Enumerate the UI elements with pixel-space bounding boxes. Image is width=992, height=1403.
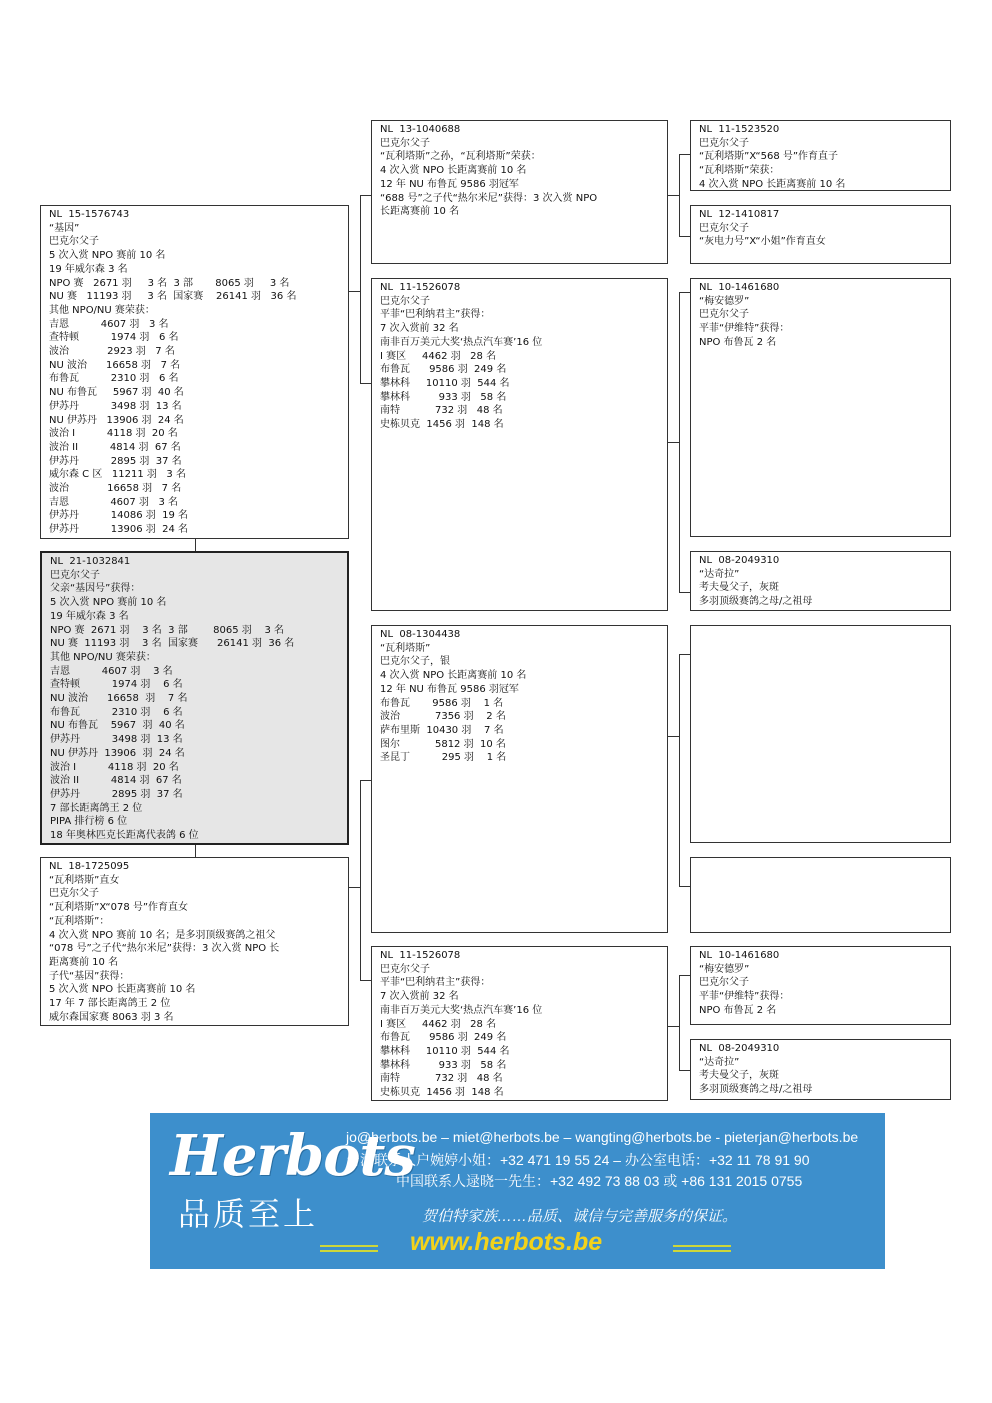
sire-box	[40, 205, 349, 539]
taiwan-contact: 台湾联系人户婉婷小姐：+32 471 19 55 24 – 办公室电话：+32 11 78 91 90	[346, 1152, 810, 1168]
pedigree-line: NU 波治 16658 羽 7 名	[50, 693, 188, 705]
pedigree-line: 伊苏丹 2895 羽 37 名	[49, 455, 182, 467]
pedigree-line: 4 次入赏 NPO 赛前 10 名；是多羽顶级赛鸽之祖父	[49, 929, 276, 941]
pedigree-line: 巴克尔父子	[699, 137, 749, 149]
connector	[667, 1026, 679, 1027]
pedigree-line: 南特 732 羽 48 名	[380, 405, 503, 417]
pedigree-line: 伊苏丹 13906 羽 24 名	[49, 524, 189, 536]
pedigree-line: 吉恩 4607 羽 3 名	[50, 665, 173, 677]
pedigree-line: “瓦利塔斯”直女	[49, 874, 120, 886]
pedigree-line: 巴克尔父子	[380, 963, 430, 975]
pedigree-line: 图尔 5812 羽 10 名	[380, 738, 506, 750]
herbots-banner	[150, 1113, 885, 1269]
pedigree-line: NU 伊苏丹 13906 羽 24 名	[50, 747, 185, 759]
ring-number: NL 10-1461680	[699, 282, 780, 293]
pedigree-line: I 赛区 4462 羽 28 名	[380, 350, 497, 362]
pedigree-line: 吉恩 4607 羽 3 名	[49, 318, 169, 330]
divider	[320, 1245, 378, 1252]
pedigree-line: 平菲“巴利纳君主”获得：	[380, 309, 491, 321]
pedigree-line: 伊苏丹 14086 羽 19 名	[49, 510, 189, 522]
dam-box	[40, 857, 349, 1026]
dam-sire-box	[371, 625, 668, 933]
ring-number: NL 11-1526078	[380, 950, 461, 961]
ring-number: NL 08-1304438	[380, 629, 461, 640]
pedigree-line: 巴克尔父子，银	[380, 656, 450, 668]
pedigree-line: 波治 7356 羽 2 名	[380, 711, 506, 723]
dam-dam-dam-box	[690, 1039, 951, 1100]
pedigree-line: “梅安德罗”	[699, 295, 750, 307]
pedigree-line: 南特 732 羽 48 名	[380, 1073, 503, 1085]
pedigree-line: 7 部长距离鸽王 2 位	[50, 802, 143, 814]
pedigree-line: 4 次入赏 NPO 长距离赛前 10 名	[699, 178, 846, 190]
pedigree-line: NU 赛 11193 羽 3 名 国家赛 26141 羽 36 名	[49, 291, 297, 303]
pedigree-line: 巴克尔父子	[699, 309, 749, 321]
pedigree-line: 其他 NPO/NU 赛荣获：	[49, 304, 155, 316]
pedigree-line: 多羽顶级赛鸽之母/之祖母	[699, 1084, 813, 1096]
pedigree-line: 巴克尔父子	[380, 137, 430, 149]
pedigree-line: 南非百万美元大奖‘热点汽车赛’16 位	[380, 336, 543, 348]
ring-number: NL 08-2049310	[699, 555, 780, 566]
pedigree-line: 巴克尔父子	[380, 295, 430, 307]
pedigree-line: 7 次入赏前 32 名	[380, 323, 459, 335]
ring-number: NL 11-1523520	[699, 124, 780, 135]
pedigree-line: “达奇拉”	[699, 568, 740, 580]
pedigree-line: 巴克尔父子	[50, 569, 100, 581]
ring-number: NL 13-1040688	[380, 124, 461, 135]
pedigree-line: 19 年威尔森 3 名	[50, 610, 129, 622]
pedigree-line: “梅安德罗”	[699, 963, 750, 975]
website-link[interactable]: www.herbots.be	[410, 1228, 603, 1256]
pedigree-line: “灰电力号”X“小姐”作育直女	[699, 236, 826, 248]
pedigree-line: 其他 NPO/NU 赛荣获：	[50, 651, 156, 663]
connector	[679, 654, 680, 886]
pedigree-line: “达奇拉”	[699, 1056, 740, 1068]
subject-box	[40, 551, 349, 845]
connector	[195, 844, 196, 858]
herbots-logo: Herbots	[170, 1123, 415, 1189]
ring-number: NL 15-1576743	[49, 209, 130, 220]
sire-dam-dam-box	[690, 551, 951, 611]
dam-dam-box	[371, 946, 668, 1101]
tagline: 贺伯特家族……品质、诚信与完善服务的保证。	[422, 1208, 738, 1225]
pedigree-line: “瓦利塔斯”：	[49, 915, 110, 927]
pedigree-line: 18 年奥林匹克长距离代表鸽 6 位	[50, 830, 199, 842]
pedigree-line: NU 赛 11193 羽 3 名 国家赛 26141 羽 36 名	[50, 638, 295, 650]
pedigree-line: 圣昆丁 295 羽 1 名	[380, 752, 507, 764]
pedigree-line: 布鲁瓦 2310 羽 6 名	[49, 373, 179, 385]
pedigree-line: 平菲“巴利纳君主”获得：	[380, 977, 491, 989]
pedigree-line: 12 年 NU 布鲁瓦 9586 羽冠军	[380, 178, 519, 190]
pedigree-line: 威尔森 C 区 11211 羽 3 名	[49, 469, 186, 481]
pedigree-line: 伊苏丹 2895 羽 37 名	[50, 788, 183, 800]
pedigree-line: NU 布鲁瓦 5967 羽 40 名	[50, 720, 185, 732]
pedigree-line: 父亲“基因号”获得：	[50, 583, 141, 595]
connector	[667, 736, 679, 737]
ring-number: NL 12-1410817	[699, 209, 780, 220]
pedigree-line: “瓦利塔斯”之孙，“瓦利塔斯”荣获：	[380, 151, 541, 163]
pedigree-line: NU 伊苏丹 13906 羽 24 名	[49, 414, 184, 426]
pedigree-line: “688 号”之子代“热尔米尼”获得：3 次入赏 NPO	[380, 192, 598, 204]
pedigree-line: 查特顿 1974 羽 6 名	[49, 332, 179, 344]
pedigree-line: 吉恩 4607 羽 3 名	[49, 496, 179, 508]
pedigree-line: 距离赛前 10 名	[49, 956, 119, 968]
email-list: jo@herbots.be – miet@herbots.be – wangting@herbots.be - pieterjan@herbots.be	[346, 1129, 859, 1145]
slogan: 品质至上	[178, 1195, 319, 1233]
pedigree-line: 波治 2923 羽 7 名	[49, 346, 175, 358]
connector	[679, 292, 680, 592]
pedigree-line: 波治 I 4118 羽 20 名	[50, 761, 179, 773]
pedigree-line: I 赛区 4462 羽 28 名	[380, 1018, 497, 1030]
pedigree-line: 萨布里斯 10430 羽 7 名	[380, 724, 504, 736]
pedigree-line: “078 号”之子代“热尔米尼”获得：3 次入赏 NPO 长	[49, 943, 280, 955]
pedigree-line: 巴克尔父子	[49, 888, 99, 900]
divider	[673, 1245, 731, 1252]
pedigree-line: 布鲁瓦 9586 羽 249 名	[380, 1032, 507, 1044]
pedigree-line: 攀林科 10110 羽 544 名	[380, 377, 510, 389]
pedigree-line: 史栋贝克 1456 羽 148 名	[380, 419, 504, 431]
sire-dam-box	[371, 278, 668, 611]
ring-number: NL 18-1725095	[49, 861, 130, 872]
pedigree-line: 子代“基因”获得：	[49, 970, 130, 982]
connector	[360, 780, 361, 980]
sire-dam-sire-box	[690, 278, 951, 537]
dam-dam-sire-box	[690, 946, 951, 1025]
pedigree-line: “基因”	[49, 222, 80, 234]
sire-sire-dam-box	[690, 205, 951, 264]
connector	[667, 195, 679, 196]
pedigree-line: 5 次入赏 NPO 长距离赛前 10 名	[49, 984, 196, 996]
pedigree-line: 攀林科 933 羽 58 名	[380, 1059, 507, 1071]
pedigree-line: 平菲“伊维特”获得：	[699, 991, 790, 1003]
pedigree-line: 波治 II 4814 羽 67 名	[49, 441, 181, 453]
dam-sire-dam-box	[690, 857, 951, 933]
pedigree-line: 考夫曼父子，灰斑	[699, 1070, 779, 1082]
pedigree-line: 4 次入赏 NPO 长距离赛前 10 名	[380, 670, 527, 682]
pedigree-line: 南非百万美元大奖‘热点汽车赛’16 位	[380, 1004, 543, 1016]
pedigree-line: 多羽顶级赛鸽之母/之祖母	[699, 596, 813, 608]
pedigree-line: “瓦利塔斯”X“078 号”作育直女	[49, 902, 189, 914]
pedigree-line: 史栋贝克 1456 羽 148 名	[380, 1087, 504, 1099]
china-contact: 中国联系人逯晓一先生：+32 492 73 88 03 或 +86 131 2015 0755	[396, 1173, 803, 1189]
ring-number: NL 10-1461680	[699, 950, 780, 961]
pedigree-line: 巴克尔父子	[699, 977, 749, 989]
pedigree-line: “瓦利塔斯”	[380, 642, 431, 654]
ring-number: NL 11-1526078	[380, 282, 461, 293]
pedigree-line: NPO 布鲁瓦 2 名	[699, 1004, 777, 1016]
dam-sire-sire-box	[690, 625, 951, 843]
connector	[360, 195, 361, 383]
pedigree-line: 巴克尔父子	[49, 236, 99, 248]
pedigree-line: 伊苏丹 3498 羽 13 名	[49, 400, 182, 412]
ring-number: NL 08-2049310	[699, 1043, 780, 1054]
connector	[195, 538, 196, 552]
pedigree-line: NPO 赛 2671 羽 3 名 3 部 8065 羽 3 名	[49, 277, 290, 289]
pedigree-line: 布鲁瓦 2310 羽 6 名	[50, 706, 183, 718]
pedigree-line: 5 次入赏 NPO 赛前 10 名	[49, 250, 166, 262]
pedigree-line: 巴克尔父子	[699, 222, 749, 234]
pedigree-line: 17 年 7 部长距离鸽王 2 位	[49, 998, 171, 1010]
pedigree-line: 4 次入赏 NPO 长距离赛前 10 名	[380, 165, 527, 177]
pedigree-line: “瓦利塔斯”X“568 号”作育直子	[699, 151, 839, 163]
pedigree-line: 平菲“伊维特”获得：	[699, 323, 790, 335]
pedigree-line: 攀林科 933 羽 58 名	[380, 391, 507, 403]
pedigree-line: 19 年威尔森 3 名	[49, 263, 128, 275]
pedigree-line: 波治 II 4814 羽 67 名	[50, 775, 182, 787]
pedigree-line: 伊苏丹 3498 羽 13 名	[50, 734, 183, 746]
connector	[679, 975, 680, 1070]
pedigree-line: NU 布鲁瓦 5967 羽 40 名	[49, 387, 184, 399]
pedigree-line: 考夫曼父子，灰斑	[699, 582, 779, 594]
pedigree-line: 攀林科 10110 羽 544 名	[380, 1045, 510, 1057]
pedigree-line: “瓦利塔斯”荣获：	[699, 165, 780, 177]
connector	[667, 442, 679, 443]
connector	[348, 291, 360, 292]
pedigree-line: 12 年 NU 布鲁瓦 9586 羽冠军	[380, 683, 519, 695]
connector	[679, 154, 680, 236]
pedigree-line: NPO 布鲁瓦 2 名	[699, 336, 777, 348]
pedigree-line: 波治 16658 羽 7 名	[49, 483, 182, 495]
sire-sire-sire-box	[690, 120, 951, 191]
connector	[348, 887, 360, 888]
pedigree-line: 威尔森国家赛 8063 羽 3 名	[49, 1011, 174, 1023]
pedigree-line: 布鲁瓦 9586 羽 1 名	[380, 697, 504, 709]
sire-sire-box	[371, 120, 668, 264]
pedigree-line: 布鲁瓦 9586 羽 249 名	[380, 364, 507, 376]
pedigree-line: PIPA 排行榜 6 位	[50, 816, 128, 828]
pedigree-line: 5 次入赏 NPO 赛前 10 名	[50, 597, 167, 609]
pedigree-line: 长距离赛前 10 名	[380, 206, 460, 218]
ring-number: NL 21-1032841	[50, 556, 131, 567]
pedigree-line: NPO 赛 2671 羽 3 名 3 部 8065 羽 3 名	[50, 624, 285, 636]
pedigree-line: 7 次入赏前 32 名	[380, 991, 459, 1003]
pedigree-line: NU 波治 16658 羽 7 名	[49, 359, 181, 371]
pedigree-line: 波治 I 4118 羽 20 名	[49, 428, 178, 440]
pedigree-line: 查特顿 1974 羽 6 名	[50, 679, 183, 691]
